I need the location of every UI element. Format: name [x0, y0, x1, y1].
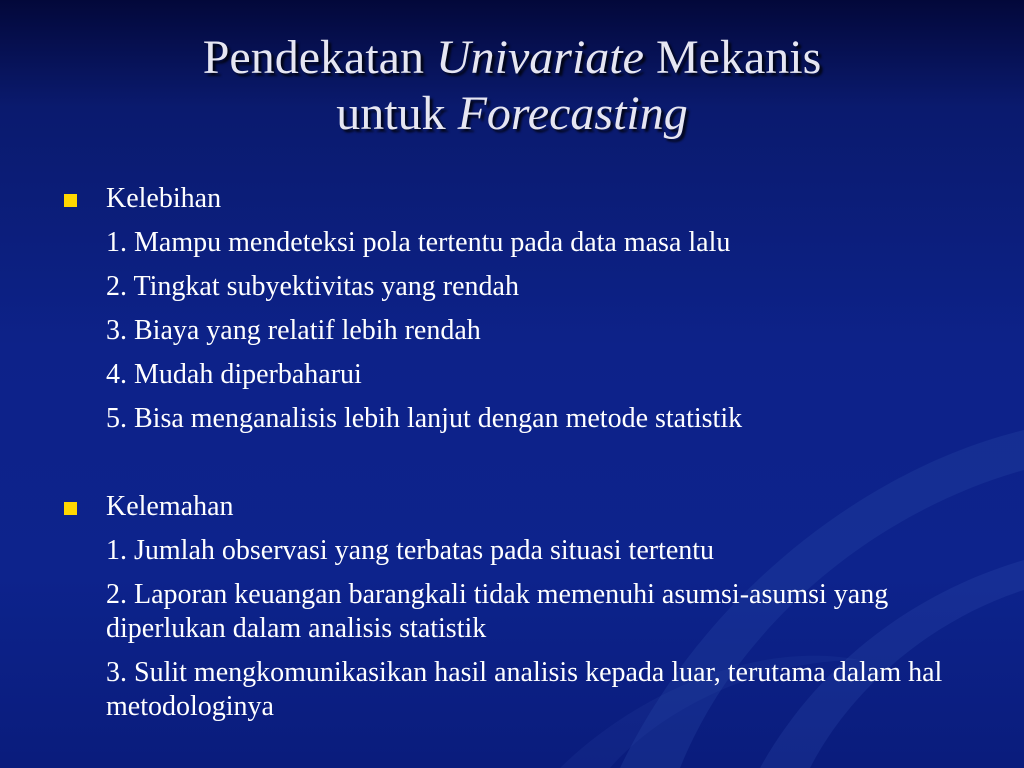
title-text-1: Pendekatan — [202, 31, 436, 84]
disadvantages-list — [64, 534, 964, 724]
section-kelemahan — [64, 490, 964, 724]
slide-title — [0, 30, 1024, 142]
section-heading: Kelemahan — [106, 491, 234, 522]
list-item: 4. Mudah diperbaharui — [106, 359, 362, 390]
list-item: 1. Mampu mendeteksi pola tertentu pada data masa lalu — [106, 227, 731, 258]
title-line-2 — [0, 86, 1024, 142]
section-kelebihan — [64, 182, 964, 436]
section-spacer — [64, 436, 964, 490]
section-heading-row — [64, 490, 964, 524]
slide-content — [64, 182, 964, 724]
list-item: 3. Biaya yang relatif lebih rendah — [106, 315, 481, 346]
square-bullet-icon — [64, 502, 77, 515]
list-item: 5. Bisa menganalisis lebih lanjut dengan metode statistik — [106, 403, 743, 434]
title-text-2: Mekanis — [643, 31, 822, 84]
list-item: 2. Laporan keuangan barangkali tidak memenuhi asumsi-asumsi yang diperlukan dalam analisis statistik — [106, 579, 889, 644]
list-item: 3. Sulit mengkomunikasikan hasil analisis kepada luar, terutama dalam hal metodologinya — [106, 657, 943, 722]
title-text-3: untuk — [336, 87, 458, 140]
section-heading: Kelebihan — [106, 183, 222, 214]
section-heading-row — [64, 182, 964, 216]
title-italic-forecasting: Forecasting — [457, 87, 688, 140]
title-italic-univariate: Univariate — [435, 31, 644, 84]
title-line-1 — [0, 30, 1024, 86]
list-item: 2. Tingkat subyektivitas yang rendah — [106, 271, 519, 302]
list-item: 1. Jumlah observasi yang terbatas pada situasi tertentu — [106, 535, 715, 566]
square-bullet-icon — [64, 194, 77, 207]
advantages-list — [64, 226, 964, 436]
